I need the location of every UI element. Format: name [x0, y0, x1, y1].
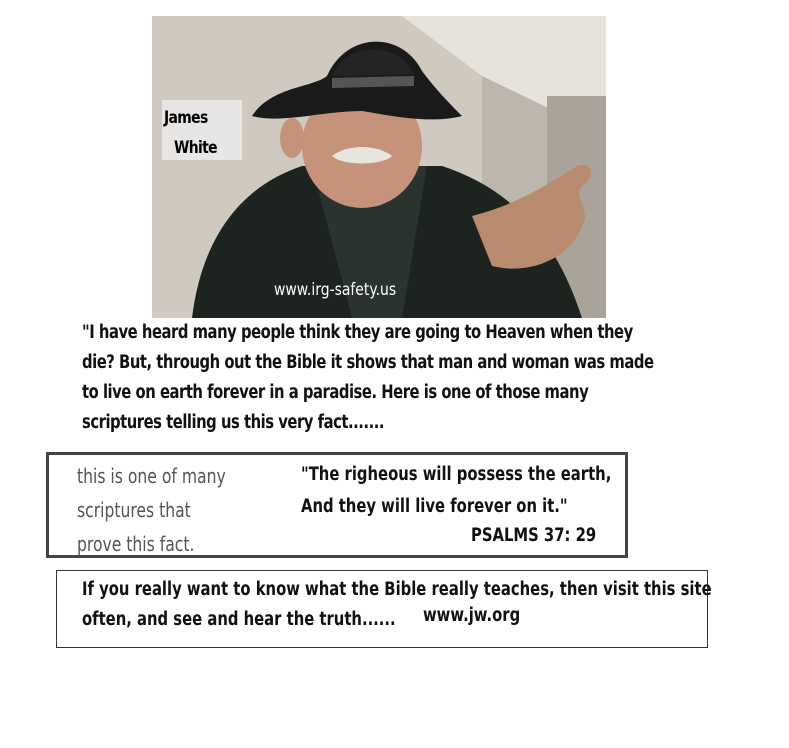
cta-line: If you really want to know what the Bible really teaches, then visit this site	[82, 579, 712, 600]
quote-line: "I have heard many people think they are going to Heaven when they	[82, 322, 633, 343]
call-to-action-box	[56, 570, 712, 648]
website-link[interactable]: www.jw.org	[423, 605, 521, 626]
portrait-photo	[152, 16, 606, 318]
scripture-note	[77, 459, 268, 561]
scripture-verse	[301, 459, 689, 523]
note-line: this is one of many	[77, 464, 226, 488]
verse-line: "The righeous will possess the earth,	[301, 464, 612, 485]
scripture-box	[46, 452, 628, 558]
scripture-reference: PSALMS 37: 29	[471, 525, 597, 546]
quote-line: die? But, through out the Bible it shows that man and woman was made	[82, 352, 654, 373]
note-line: scriptures that	[77, 498, 191, 522]
name-last: White	[174, 138, 217, 158]
quote-line: to live on earth forever in a paradise. Here is one of those many	[82, 382, 589, 403]
quote-paragraph	[82, 318, 722, 438]
name-first: James	[164, 108, 208, 128]
verse-line: And they will live forever on it."	[301, 496, 568, 517]
quote-line: scriptures telling us this very fact.......	[82, 412, 384, 433]
note-line: prove this fact.	[77, 532, 195, 556]
cta-line: often, and see and hear the truth......	[82, 609, 396, 630]
portrait-illustration	[152, 16, 606, 318]
watermark-text: www.irg-safety.us	[274, 280, 397, 300]
